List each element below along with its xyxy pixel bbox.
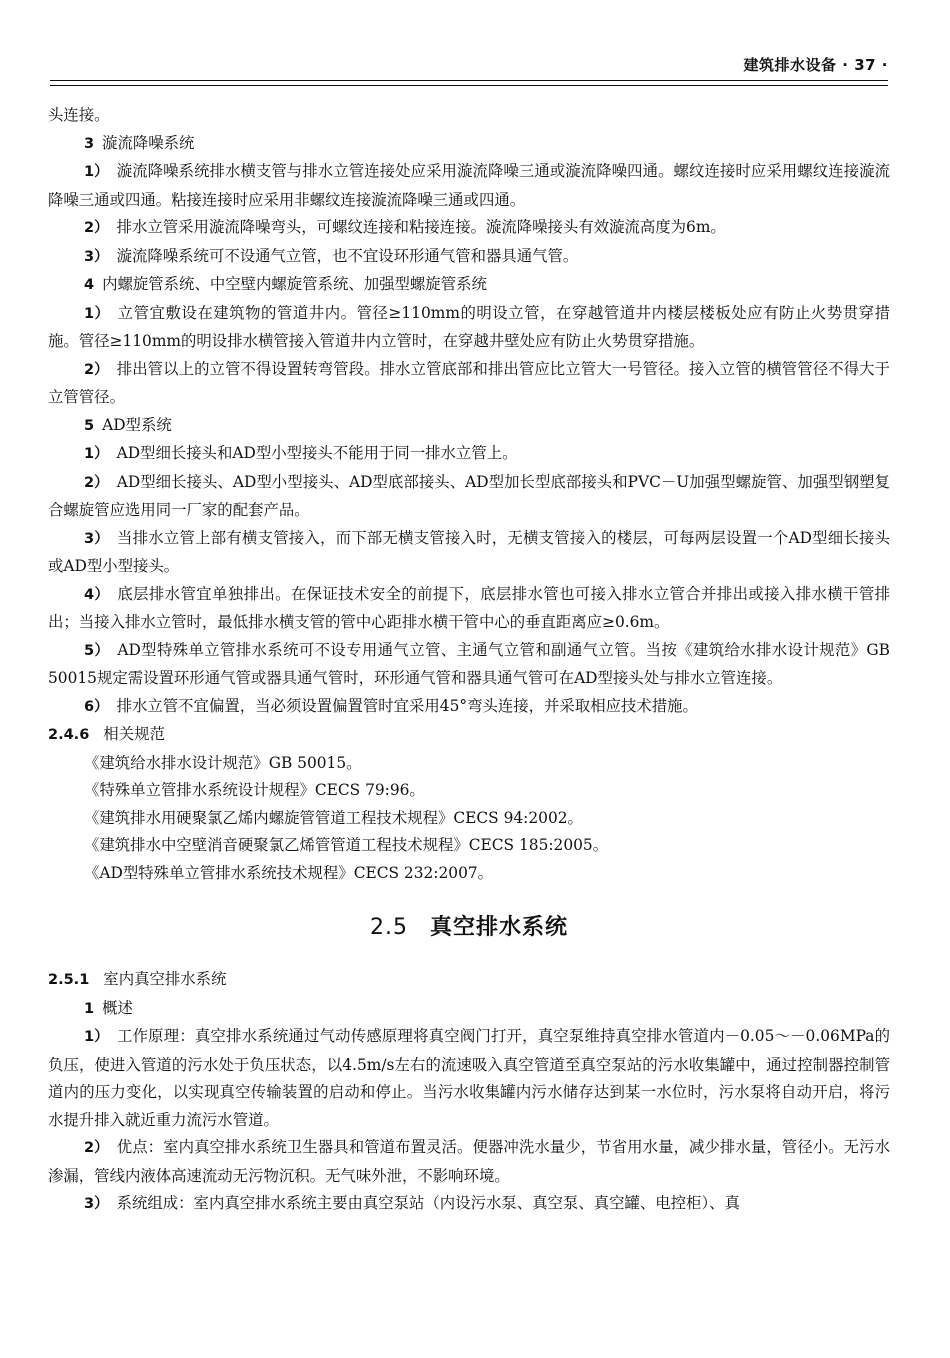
paragraph-text: 排水立管采用漩流降噪弯头，可螺纹连接和粘接连接。漩流降噪接头有效漩流高度为6m。 [116, 218, 726, 236]
paragraph [48, 469, 890, 525]
page-header [50, 52, 888, 80]
paragraph-text: AD型细长接头和AD型小型接头不能用于同一排水立管上。 [116, 444, 518, 462]
paragraph-text: 漩流降噪系统可不设通气立管，也不宜设环形通气管和器具通气管。 [116, 246, 579, 265]
subsection-heading-text: 室内真空排水系统 [103, 970, 227, 988]
item-number: 5 [84, 417, 95, 434]
header-rule-thin [50, 85, 888, 86]
reference-item: 《建筑排水用硬聚氯乙烯内螺旋管管道工程技术规程》CECS 94:2002。 [84, 808, 583, 827]
section-title [48, 910, 890, 941]
paragraph [48, 1190, 890, 1219]
paragraph-continuation: 头连接。 [48, 106, 110, 124]
paragraph-text: 立管宜敷设在建筑物的管道井内。管径≥110mm的明设立管，在穿越管道井内楼层楼板处应有防止火势贯穿措施。管径≥110mm的明设排水横管接入管道井内立管时，在穿越井壁处应有防止火势贯穿措施。 [48, 303, 890, 350]
item-number: 2） [84, 474, 109, 491]
paragraph-text: AD型系统 [102, 415, 172, 434]
paragraph [48, 271, 890, 300]
paragraph [48, 300, 890, 356]
reference-item: 《建筑给水排水设计规范》GB 50015。 [84, 753, 362, 772]
item-number: 3） [84, 1196, 109, 1212]
paragraph [48, 243, 890, 272]
subsection-number: 2.4.6 [48, 727, 90, 743]
running-header-title: 建筑排水设备 · 37 · [743, 56, 888, 74]
item-number: 1） [84, 1029, 109, 1045]
paragraph-text: 漩流降噪系统 [102, 133, 195, 152]
item-number: 5） [84, 642, 110, 659]
paragraph [48, 356, 890, 412]
item-number: 4） [84, 586, 110, 603]
reference-item: 《特殊单立管排水系统设计规程》CECS 79:96。 [84, 781, 425, 799]
paragraph [48, 637, 890, 693]
paragraph-text: AD型细长接头、AD型小型接头、AD型底部接头、AD型加长型底部接头和PVC－U加强型螺旋管、加强型钢塑复合螺旋管应选用同一厂家的配套产品。 [48, 472, 890, 519]
item-number: 1） [84, 446, 109, 462]
item-number: 3） [84, 248, 109, 265]
paragraph [48, 1134, 890, 1190]
paragraph-text: 排水立管不宜偏置，当必须设置偏置管时宜采用45°弯头连接，并采取相应技术措施。 [116, 696, 698, 715]
item-number: 2） [84, 220, 109, 236]
body-part-1 [48, 102, 890, 887]
paragraph-text: 内螺旋管系统、中空壁内螺旋管系统、加强型螺旋管系统 [102, 275, 487, 293]
item-number: 1 [84, 1000, 95, 1017]
body-part-2 [48, 966, 890, 1219]
paragraph-text: 底层排水管宜单独排出。在保证技术安全的前提下，底层排水管也可接入排水立管合并排出或接入排水横干管排出；当接入排水立管时，最低排水横支管的管中心距排水横干管中心的垂直距离应≥0.6m。 [48, 584, 890, 631]
paragraph [48, 130, 890, 159]
paragraph [48, 158, 890, 214]
subsection-number: 2.5.1 [48, 972, 90, 988]
item-number: 2） [84, 361, 109, 378]
item-number: 1） [84, 305, 110, 322]
item-number: 2） [84, 1140, 109, 1156]
paragraph-text: AD型特殊单立管排水系统可不设专用通气立管、主通气立管和副通气立管。当按《建筑给水排水设计规范》GB 50015规定需设置环形通气管或器具通气管时，环形通气管和器具通气管可在AD型接头处与排水立管连接。 [48, 640, 890, 687]
paragraph [48, 581, 890, 637]
paragraph [48, 995, 890, 1024]
paragraph-text: 漩流降噪系统排水横支管与排水立管连接处应采用漩流降噪三通或漩流降噪四通。螺纹连接时应采用螺纹连接漩流降噪三通或四通。粘接连接时应采用非螺纹连接漩流降噪三通或四通。 [48, 162, 890, 209]
paragraph [48, 525, 890, 581]
item-number: 1） [84, 164, 109, 180]
paragraph-text: 排出管以上的立管不得设置转弯管段。排水立管底部和排出管应比立管大一号管径。接入立管的横管管径不得大于立管管径。 [48, 359, 890, 406]
paragraph-text: 概述 [102, 998, 133, 1017]
reference-item: 《建筑排水中空壁消音硬聚氯乙烯管管道工程技术规程》CECS 185:2005。 [84, 836, 609, 854]
paragraph-text: 当排水立管上部有横支管接入，而下部无横支管接入时，无横支管接入的楼层，可每两层设置一个AD型细长接头或AD型小型接头。 [48, 528, 890, 575]
item-number: 3 [84, 135, 95, 152]
paragraph-text: 优点：室内真空排水系统卫生器具和管道布置灵活。便器冲洗水量少，节省用水量，减少排水量，管径小。无污水渗漏，管线内液体高速流动无污物沉积。无气味外泄，不影响环境。 [48, 1138, 890, 1185]
page-body [48, 102, 890, 1219]
section-title-text: 真空排水系统 [429, 915, 568, 940]
paragraph [48, 214, 890, 243]
item-number: 6） [84, 698, 109, 715]
paragraph [48, 1023, 890, 1134]
paragraph [48, 412, 890, 441]
reference-item: 《AD型特殊单立管排水系统技术规程》CECS 232:2007。 [84, 863, 494, 882]
paragraph [48, 693, 890, 722]
paragraph-text: 工作原理：真空排水系统通过气动传感原理将真空阀门打开，真空泵维持真空排水管道内－0.05～－0.06MPa的负压，使进入管道的污水处于负压状态，以4.5m/s左右的流速吸入真空管道至真空泵站的污水收集罐中，通过控制器控制管道内的压力变化，以实现真空传输装置的启动和停止。当污水收集罐内污水储存达到某一水位时，污水泵将自动开启，将污水提升排入就近重力流污水管道。 [48, 1027, 891, 1129]
item-number: 4 [84, 277, 95, 293]
paragraph-text: 系统组成：室内真空排水系统主要由真空泵站（内设污水泵、真空泵、真空罐、电控柜）、真 [116, 1194, 740, 1212]
subsection-heading-text: 相关规范 [103, 725, 165, 743]
subsection-heading [48, 721, 890, 750]
header-rule [50, 80, 888, 81]
item-number: 3） [84, 530, 110, 547]
section-number: 2.5 [369, 915, 408, 940]
subsection-heading [48, 966, 890, 995]
paragraph [48, 440, 890, 469]
